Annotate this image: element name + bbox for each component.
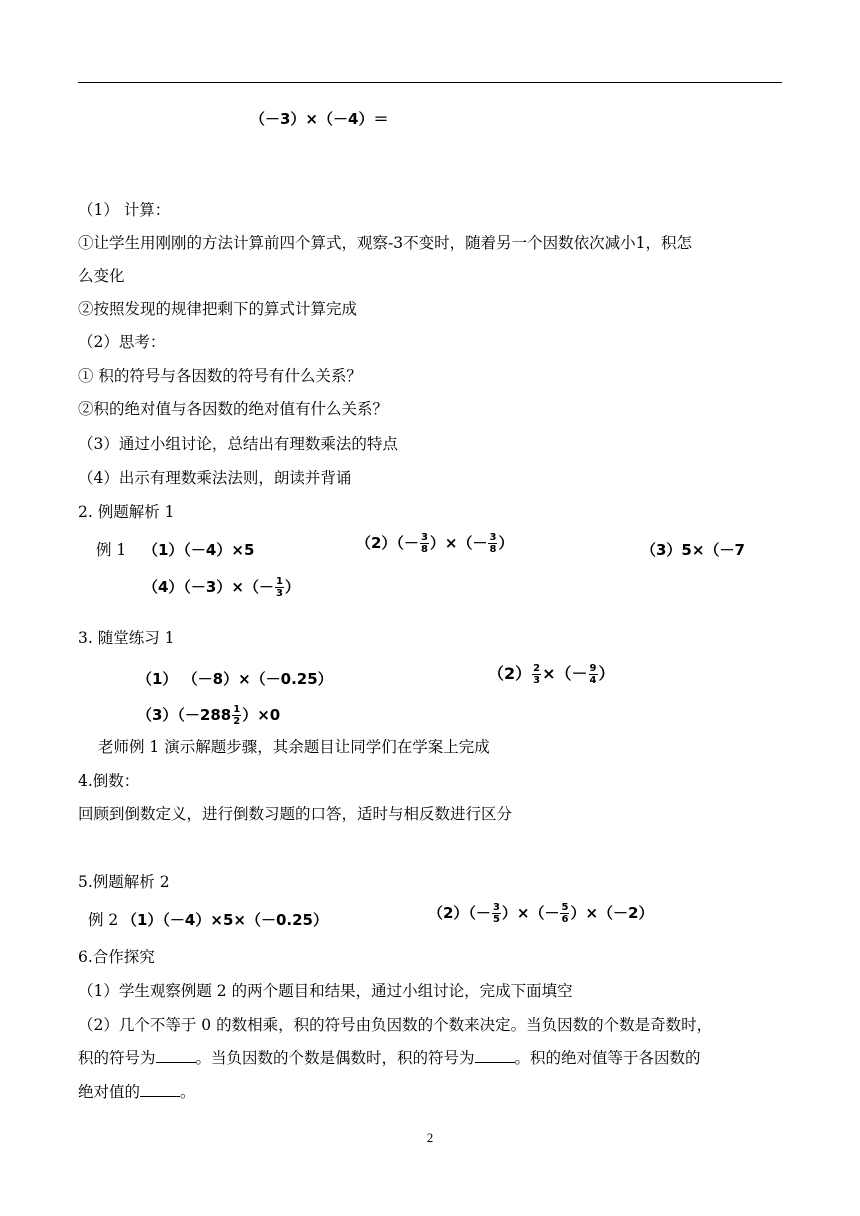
think-question-1: ① 积的符号与各因数的符号有什么关系？: [78, 367, 362, 385]
coop-step-2: （2）几个不等于 0 的数相乘，积的符号由负因数的个数来决定。当负因数的个数是奇数时，: [78, 1016, 713, 1034]
header-rule: [78, 82, 782, 83]
section-3-title: 3. 随堂练习 1: [78, 629, 175, 647]
calc-step-2: ②按照发现的规律把剩下的算式计算完成: [78, 300, 358, 318]
example-2-problem-2: （2）（－ $\frac{3}{5}$ ）×（－ $\frac{5}{6}$ ）×（－2）: [428, 902, 654, 925]
rule-step: （4）出示有理数乘法法则，朗读并背诵: [78, 469, 352, 487]
calc-heading: （1） 计算：: [78, 201, 171, 219]
practice-1-problem-1: （1） （－8）×（－0.25）: [137, 670, 333, 688]
section-5-title: 5.例题解析 2: [78, 873, 170, 891]
example-1-problem-1: （1）（－4）×5: [143, 541, 255, 559]
fraction: $\frac{5}{6}$: [561, 902, 569, 925]
example-2-label: 例 2: [88, 911, 119, 929]
calc-step-1-cont: 么变化: [78, 267, 125, 285]
fraction: $\frac{3}{5}$: [492, 902, 500, 925]
fraction: $\frac{9}{4}$: [589, 663, 597, 686]
calc-step-1: ①让学生用刚刚的方法计算前四个算式，观察-3不变时，随着另一个因数依次减小1，积怎: [78, 234, 692, 252]
practice-1-problem-3: （3）（－288 $\frac{1}{2}$ ）×0: [137, 704, 281, 727]
section-4-body: 回顾到倒数定义，进行倒数习题的口答，适时与相反数进行区分: [78, 805, 513, 823]
fraction: $\frac{2}{3}$: [533, 663, 541, 686]
example-1-problem-3: （3）5×（－7: [641, 541, 745, 559]
think-question-2: ②积的绝对值与各因数的绝对值有什么关系？: [78, 400, 389, 418]
section-6-title: 6.合作探究: [78, 948, 155, 966]
header-equation: （－3）×（－4）＝: [250, 110, 389, 128]
example-1-label: 例 1: [96, 541, 127, 559]
practice-1-problem-2: （2） $\frac{2}{3}$ ×（－ $\frac{9}{4}$ ）: [488, 663, 615, 686]
example-2-problem-1: （1）（－4）×5×（－0.25）: [122, 911, 328, 929]
section-4-title: 4.倒数：: [78, 772, 140, 790]
fraction: $\frac{3}{8}$: [420, 532, 428, 555]
fill-blank-1: [156, 1048, 196, 1063]
page-number: 2: [426, 1130, 434, 1145]
coop-step-1: （1）学生观察例题 2 的两个题目和结果，通过小组讨论，完成下面填空: [78, 982, 573, 1000]
fill-blank-2: [475, 1048, 515, 1063]
fraction: $\frac{3}{8}$: [489, 532, 497, 555]
fraction: $\frac{1}{2}$: [233, 704, 241, 727]
coop-step-2-cont: 积的符号为 。当负因数的个数是偶数时，积的符号为 。积的绝对值等于各因数的: [78, 1049, 701, 1067]
section-2-title: 2. 例题解析 1: [78, 503, 175, 521]
think-heading: （2）思考：: [78, 333, 166, 351]
discuss-step: （3）通过小组讨论，总结出有理数乘法的特点: [78, 435, 398, 453]
fill-blank-3: [140, 1082, 180, 1097]
example-1-problem-4: （4）（－3）×（－ $\frac{1}{3}$ ）: [143, 576, 300, 599]
teacher-note: 老师例 1 演示解题步骤，其余题目让同学们在学案上完成: [98, 738, 490, 756]
example-1-problem-2: （2）（－ $\frac{3}{8}$ ）×（－ $\frac{3}{8}$ ）: [356, 532, 514, 555]
fraction: $\frac{1}{3}$: [275, 576, 283, 599]
coop-step-2-end: 绝对值的 。: [78, 1083, 196, 1101]
